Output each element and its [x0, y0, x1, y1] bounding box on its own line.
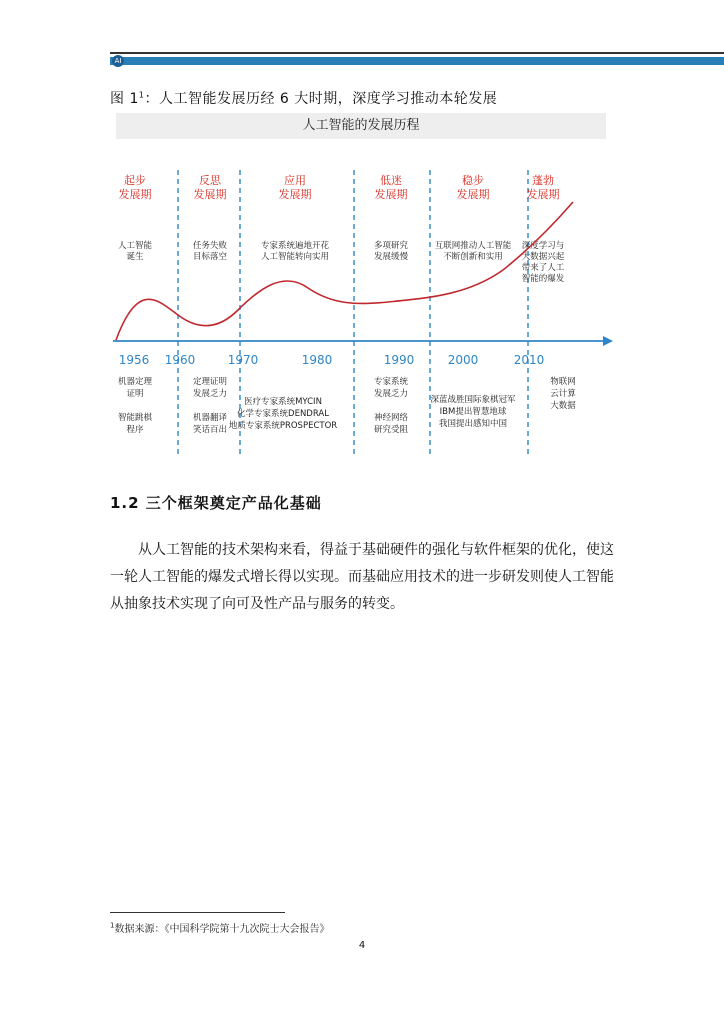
period-label-line1: 起步: [124, 174, 146, 187]
lower-milestone-text: 智能跳棋: [117, 413, 153, 423]
footnote-mark: 1: [110, 921, 115, 930]
period-label-line2: 发展期: [193, 188, 227, 201]
body-paragraph: 从人工智能的技术架构来看，得益于基础硬件的强化与软件框架的优化，使这一轮人工智能的爆发式增长得以实现。而基础应用技术的进一步研发则使人工智能从抽象技术实现了向可及性产品与服务的转变。: [110, 542, 614, 612]
page-number: 4: [358, 940, 366, 951]
period-label-line1: 应用: [284, 174, 306, 187]
period-label-line1: 稳步: [462, 174, 484, 187]
development-curve: [116, 202, 573, 340]
upper-milestone-text: 不断创新和实用: [443, 252, 503, 262]
lower-milestone-text: 我国提出感知中国: [438, 419, 508, 429]
lower-milestone-text: 程序: [126, 425, 144, 435]
lower-milestone-text: 云计算: [550, 389, 576, 399]
upper-milestone-text: 专家系统遍地开花: [260, 241, 330, 251]
upper-milestone-text: 目标落空: [192, 252, 228, 262]
upper-milestone-text: 人工智能: [117, 241, 153, 251]
axis-arrow-icon: [603, 336, 613, 346]
section-heading: 1.2 三个框架奠定产品化基础: [110, 494, 322, 512]
period-label-line1: 反思: [199, 174, 221, 187]
upper-milestone-text: 带来了人工: [521, 263, 565, 273]
lower-milestone-text: 物联网: [550, 377, 576, 387]
lower-milestone-text: 深蓝战胜国际象棋冠军: [430, 395, 516, 405]
lower-milestone-text: IBM提出智慧地球: [439, 407, 507, 417]
lower-milestone-text: 证明: [126, 389, 144, 399]
upper-milestone-text: 大数据兴起: [521, 252, 565, 262]
upper-milestone-text: 深度学习与: [521, 241, 565, 251]
period-label-line2: 发展期: [456, 188, 490, 201]
year-label: 1990: [383, 353, 415, 367]
figure-title: 人工智能的发展历程: [302, 118, 420, 133]
lower-milestone-text: 研究受阻: [373, 425, 409, 435]
upper-milestone-text: 人工智能转向实用: [260, 252, 330, 262]
caption-text: ：人工智能发展历经 6 大时期，深度学习推动本轮发展: [144, 91, 498, 107]
period-label-line2: 发展期: [374, 188, 408, 201]
upper-milestone-text: 诞生: [126, 252, 144, 262]
timeline-axis: [113, 336, 613, 346]
figure-title-box: [116, 113, 606, 139]
year-label: 2000: [447, 353, 479, 367]
caption-prefix: 图 1: [110, 91, 139, 107]
header-thin-rule: [110, 52, 724, 54]
lower-milestone-text: 机器翻译: [192, 413, 228, 423]
upper-milestone-text: 多项研究: [373, 241, 409, 251]
figure-caption: [110, 88, 497, 108]
year-label: 1980: [301, 353, 333, 367]
period-label-line2: 发展期: [278, 188, 312, 201]
caption-footnote-mark[interactable]: 1: [138, 90, 145, 100]
lower-milestone-text: 发展乏力: [373, 389, 409, 399]
lower-milestone-text: 神经网络: [373, 413, 409, 423]
header-blue-band: [110, 57, 724, 65]
lower-milestone-text: 发展乏力: [192, 389, 228, 399]
header-logo-icon: AI: [112, 55, 124, 67]
footnote-rule: [110, 912, 285, 913]
footnote: [110, 920, 329, 935]
year-label: 2010: [513, 353, 545, 367]
upper-milestone-text: 智能的爆发: [521, 274, 565, 284]
ai-development-timeline: [108, 160, 613, 460]
year-labels: [119, 353, 545, 367]
upper-milestone-text: 互联网推动人工智能: [434, 241, 512, 251]
lower-milestone-text: 化学专家系统DENDRAL: [237, 409, 329, 419]
lower-milestone-text: 机器定理: [117, 377, 153, 387]
lower-milestone-text: 医疗专家系统MYCIN: [244, 397, 322, 407]
footnote-text: 数据来源：《中国科学院第十九次院士大会报告》: [114, 924, 330, 935]
lower-milestone-text: 专家系统: [373, 377, 409, 387]
year-label: 1956: [118, 353, 150, 367]
page-header-bar: [110, 52, 724, 66]
period-labels: [119, 173, 560, 201]
period-label-line2: 发展期: [526, 188, 560, 201]
year-label: 1970: [227, 353, 259, 367]
period-label-line1: 低迷: [380, 174, 402, 187]
lower-milestones: [118, 376, 576, 435]
year-label: 1960: [164, 353, 196, 367]
lower-milestone-text: 大数据: [550, 401, 576, 411]
lower-milestone-text: 笑话百出: [192, 425, 228, 435]
upper-milestones: [118, 240, 565, 284]
period-label-line2: 发展期: [118, 188, 152, 201]
upper-milestone-text: 发展缓慢: [373, 252, 409, 262]
period-label-line1: 蓬勃: [532, 174, 554, 187]
lower-milestone-text: 定理证明: [192, 377, 228, 387]
lower-milestone-text: 地质专家系统PROSPECTOR: [228, 421, 338, 431]
upper-milestone-text: 任务失败: [192, 241, 228, 251]
